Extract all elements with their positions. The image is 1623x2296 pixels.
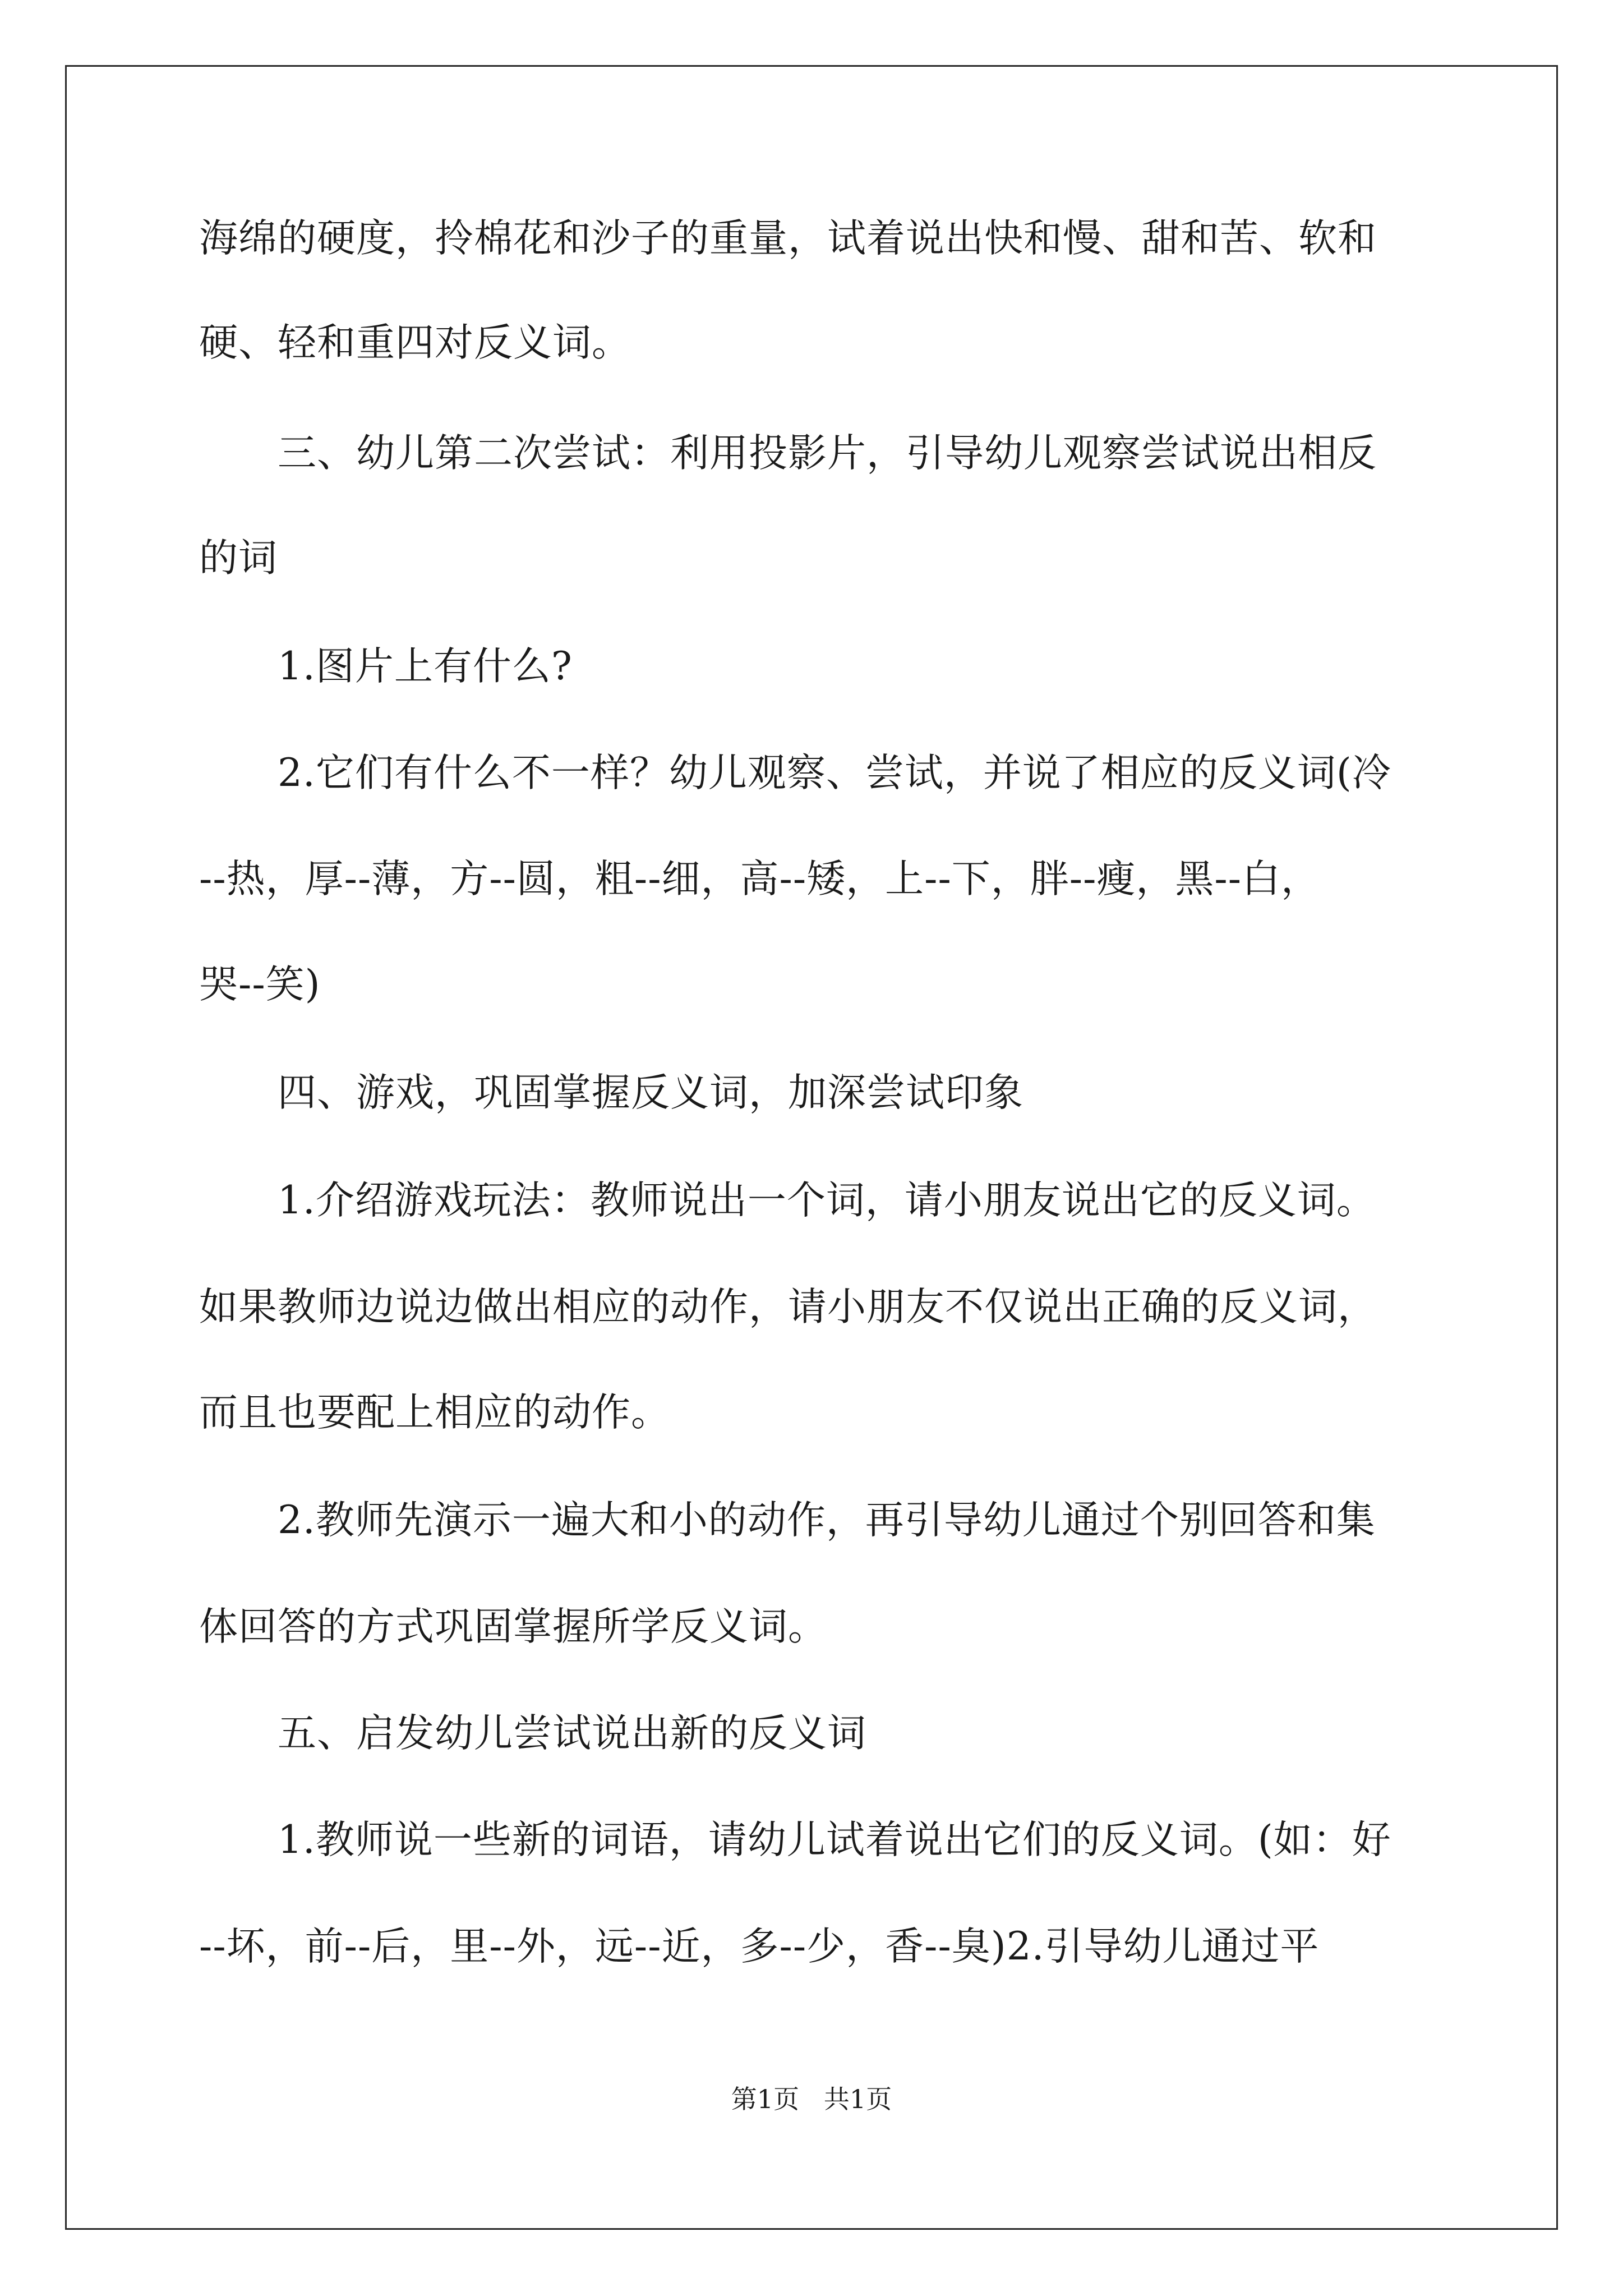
page-number-footer: 第1页 共1页 [731, 2084, 892, 2114]
text-line: 1.图片上有什么? [278, 644, 573, 689]
text-line: 哭--笑) [199, 962, 321, 1007]
text-line: 四、游戏，巩固掌握反义词，加深尝试印象 [278, 1070, 1023, 1115]
text-line: 如果教师边说边做出相应的动作，请小朋友不仅说出正确的反义词， [199, 1285, 1377, 1329]
text-line: 1.教师说一些新的词语，请幼儿试着说出它们的反义词。(如：好 [278, 1818, 1391, 1862]
text-line: --坏，前--后，里--外，远--近，多--少，香--臭)2.引导幼儿通过平 [199, 1924, 1320, 1969]
text-line: 的词 [199, 536, 278, 581]
text-line: 体回答的方式巩固掌握所学反义词。 [199, 1604, 827, 1649]
text-line: 硬、轻和重四对反义词。 [199, 320, 631, 365]
text-line: 五、启发幼儿尝试说出新的反义词 [278, 1711, 866, 1756]
text-line: 三、幼儿第二次尝试：利用投影片，引导幼儿观察尝试说出相反 [278, 431, 1377, 476]
text-line: 2.它们有什么不一样？幼儿观察、尝试，并说了相应的反义词(冷 [278, 751, 1391, 795]
text-line: 海绵的硬度，拎棉花和沙子的重量，试着说出快和慢、甜和苦、软和 [199, 216, 1377, 261]
text-line: --热，厚--薄，方--圆，粗--细，高--矮，上--下，胖--瘦，黑--白， [199, 857, 1321, 901]
text-line: 2.教师先演示一遍大和小的动作，再引导幼儿通过个别回答和集 [278, 1498, 1376, 1543]
text-line: 1.介绍游戏玩法：教师说出一个词，请小朋友说出它的反义词。 [278, 1178, 1376, 1223]
page-border [65, 65, 1558, 2230]
text-line: 而且也要配上相应的动作。 [199, 1390, 670, 1435]
